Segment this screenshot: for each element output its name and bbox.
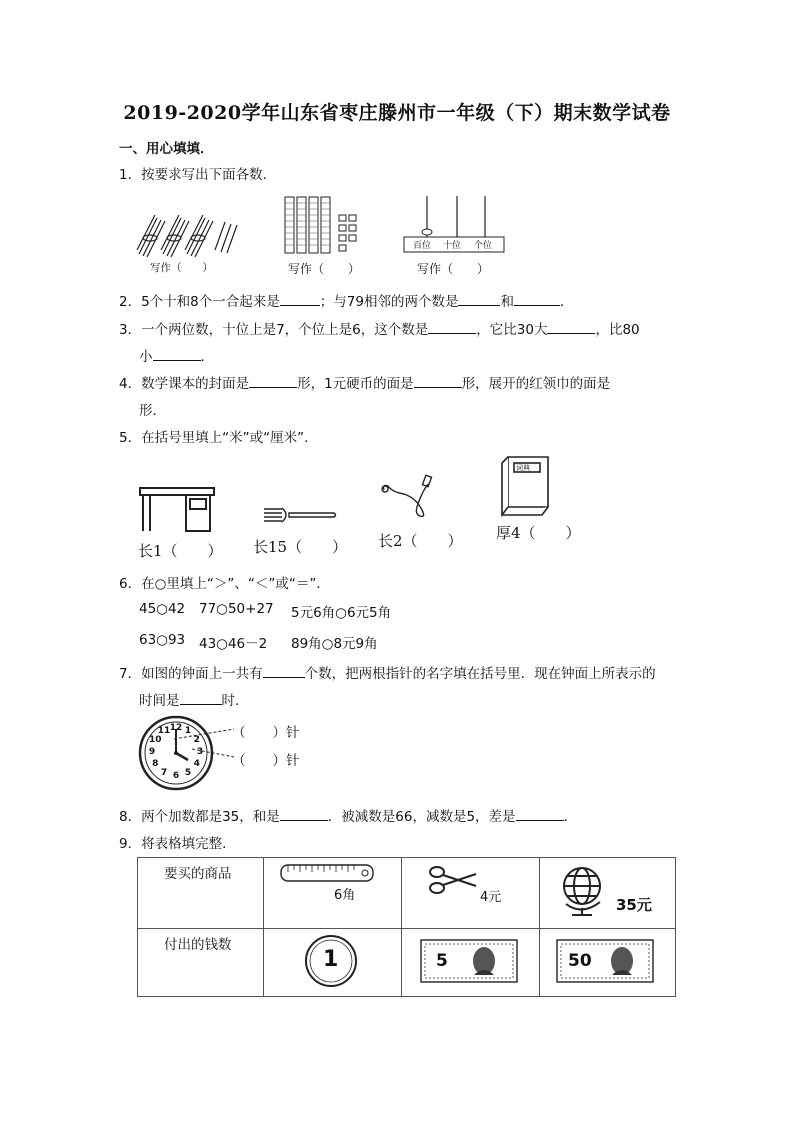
sticks-bundles-image [133, 212, 243, 262]
caption-1b: 写作（ ） [288, 262, 361, 276]
q4-text-d: 形． [139, 403, 166, 419]
answer-blank[interactable] [516, 806, 564, 821]
q8-text-a: 8．两个加数都是35，和是 [119, 809, 280, 825]
q2-text-a: 2．5个十和8个一合起来是 [119, 294, 280, 310]
abacus-label-ones: 个位 [474, 241, 493, 251]
answer-blank[interactable] [514, 291, 560, 306]
question-7-cont [139, 689, 249, 709]
table-cell [264, 929, 402, 997]
clock-number: 2 [193, 735, 200, 745]
pointer-lines [174, 725, 238, 765]
caption-1c: 写作（ ） [417, 262, 490, 276]
clock-number: 8 [152, 759, 159, 769]
banknote-value-50: 50 [568, 951, 592, 971]
clock-number: 4 [193, 759, 200, 769]
table-cell [402, 929, 540, 997]
globe-icon [560, 864, 606, 918]
banknote-icon [420, 939, 518, 983]
goods-table [137, 857, 676, 997]
fork-image [262, 505, 338, 525]
clock-number: 9 [148, 747, 156, 757]
answer-blank[interactable] [249, 373, 297, 388]
q7-text-b: 个数，把两根指针的名字填在括号里．现在钟面上所表示的 [304, 666, 656, 682]
table-cell [540, 929, 676, 997]
abacus-label-tens: 十位 [443, 241, 462, 251]
q2-text-d: ． [559, 294, 574, 310]
question-5: 5．在括号里填上“米”或“厘米”． [119, 430, 318, 446]
clock-number: 6 [172, 771, 180, 781]
question-3-cont [139, 345, 214, 365]
clock-number: 3 [196, 747, 204, 757]
compare-item: 89角○8元9角 [291, 636, 378, 652]
caption-5a: 长1（ ） [138, 542, 223, 560]
clock-number: 1 [184, 726, 192, 737]
table-cell [402, 858, 540, 929]
clock-number: 11 [157, 726, 171, 737]
caption-5c: 长2（ ） [378, 532, 463, 550]
q3-text-d: 小 [139, 349, 153, 365]
table-cell [264, 858, 402, 929]
abacus-label-hundreds: 百位 [413, 241, 432, 251]
answer-blank[interactable] [547, 319, 595, 334]
price-ruler: 6角 [334, 888, 356, 903]
scissors-icon [428, 862, 480, 898]
compare-item: 63○93 [139, 632, 186, 648]
answer-blank[interactable] [428, 319, 476, 334]
question-2 [119, 290, 573, 310]
clock-number: 7 [160, 767, 168, 778]
table-cell [138, 929, 264, 997]
question-4 [119, 372, 610, 392]
dictionary-image [498, 455, 550, 517]
clock-number: 5 [184, 767, 192, 778]
caption-5b: 长15（ ） [253, 538, 348, 556]
q8-text-c: ． [563, 809, 578, 825]
hand-label-2: （ ）针 [232, 753, 300, 769]
shoelace-image [378, 472, 438, 522]
question-1: 1．按要求写出下面各数． [119, 167, 277, 183]
q3-text-a: 3．一个两位数，十位上是7，个位上是6，这个数是 [119, 322, 429, 338]
book-label: 词典 [516, 464, 530, 472]
answer-blank[interactable] [458, 291, 500, 306]
q2-text-c: 和 [500, 294, 514, 310]
answer-blank[interactable] [180, 690, 222, 705]
question-9: 9．将表格填完整． [119, 836, 236, 852]
hand-label-1: （ ）针 [232, 725, 300, 741]
answer-blank[interactable] [263, 663, 305, 678]
answer-blank[interactable] [153, 346, 201, 361]
question-8 [119, 805, 577, 825]
q7-text-c: 时间是 [139, 693, 180, 709]
question-7 [119, 662, 656, 682]
table-cell [540, 858, 676, 929]
compare-item: 77○50+27 [199, 601, 274, 617]
q3-text-e: ． [200, 349, 214, 365]
q8-text-b: ．被减数是66，减数是5，差是 [327, 809, 516, 825]
abacus-image [403, 192, 505, 254]
answer-blank[interactable] [280, 806, 328, 821]
table-cell [138, 858, 264, 929]
ruler-icon [280, 864, 374, 884]
q4-text-c: 形，展开的红领巾的面是 [461, 376, 611, 392]
banknote-value-5: 5 [436, 951, 448, 971]
page-title: 2019-2020学年山东省枣庄滕州市一年级（下）期末数学试卷 [123, 102, 671, 124]
answer-blank[interactable] [414, 373, 462, 388]
table-row [138, 858, 676, 929]
row-header-payment: 付出的钱数 [164, 937, 232, 953]
clock-number: 12 [169, 723, 183, 733]
table-row [138, 929, 676, 997]
answer-blank[interactable] [280, 291, 320, 306]
row-header-goods: 要买的商品 [164, 866, 232, 882]
question-6: 6．在○里填上“＞”、“＜”或“＝”． [119, 576, 330, 592]
q7-text-d: 时． [221, 693, 249, 709]
compare-item: 45○42 [139, 601, 186, 617]
compare-item: 5元6角○6元5角 [291, 605, 392, 621]
price-globe: 35元 [616, 896, 652, 914]
section-heading: 一、用心填填． [119, 141, 214, 157]
question-3 [119, 318, 640, 338]
cubes-image [283, 195, 363, 257]
q4-text-a: 4．数学课本的封面是 [119, 376, 250, 392]
question-4-cont [139, 399, 166, 419]
price-scissors: 4元 [480, 890, 502, 905]
desk-image [138, 485, 216, 535]
q4-text-b: 形，1元硬币的面是 [297, 376, 414, 392]
clock-number: 10 [148, 735, 162, 745]
q3-text-b: ，它比30大 [476, 322, 548, 338]
caption-5d: 厚4（ ） [496, 524, 581, 542]
caption-1a: 写作（ ） [150, 262, 213, 274]
q7-text-a: 7．如图的钟面上一共有 [119, 666, 263, 682]
coin-value: 1 [323, 947, 339, 972]
q3-text-c: ，比80 [595, 322, 640, 338]
compare-item: 43○46－2 [199, 636, 268, 652]
q2-text-b: ；与79相邻的两个数是 [319, 294, 459, 310]
